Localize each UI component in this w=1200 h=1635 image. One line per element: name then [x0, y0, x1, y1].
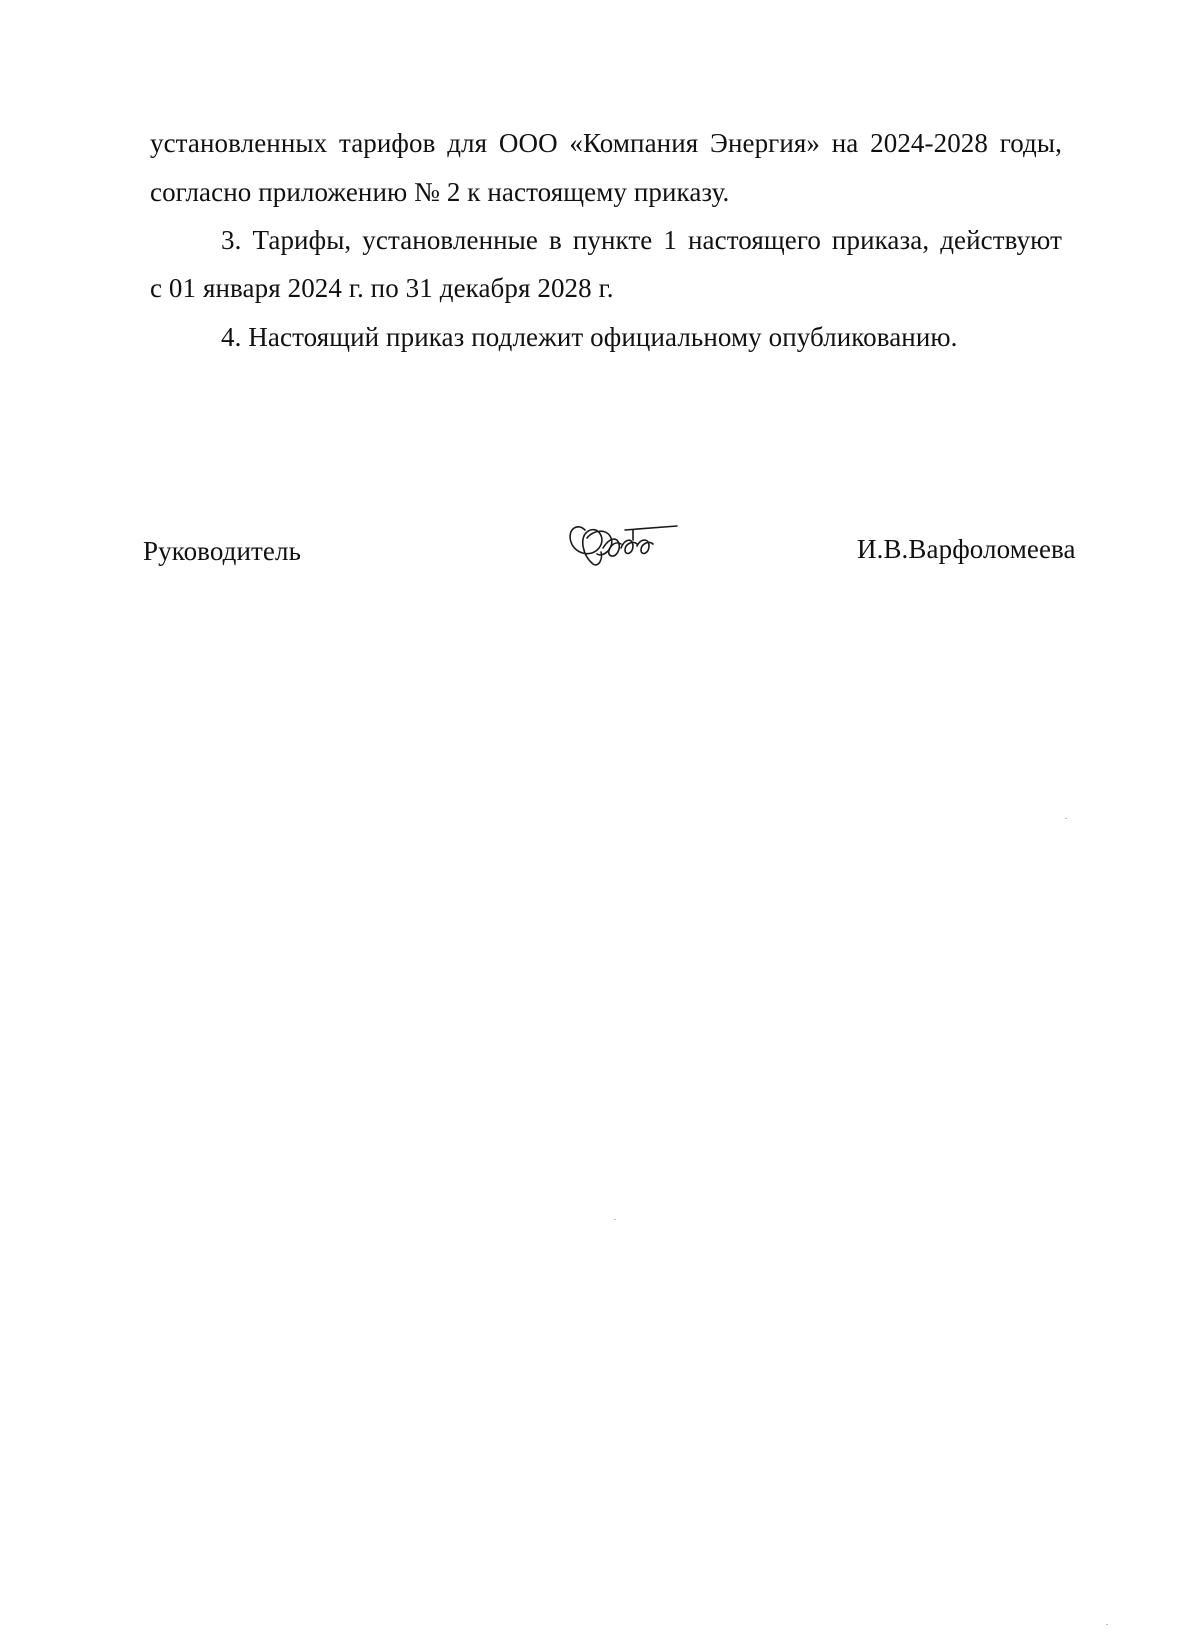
paragraph-2-line-2: согласно приложению № 2 к настоящему приказу.: [150, 177, 730, 207]
scan-speck: [1106, 1624, 1108, 1625]
scan-speck: [1065, 818, 1067, 819]
handwritten-signature: [563, 508, 681, 578]
paragraph-3-line-1: 3. Тарифы, установленные в пункте 1 настоящего приказа, действуют: [221, 225, 1062, 255]
scan-speck: [614, 1219, 616, 1220]
paragraph-4-line-1: 4. Настоящий приказ подлежит официальному опубликованию.: [221, 322, 958, 352]
paragraph-3-line-2: с 01 января 2024 г. по 31 декабря 2028 г.: [150, 273, 614, 303]
signatory-title: Руководитель: [143, 536, 302, 566]
paragraph-2-line-1: установленных тарифов для ООО «Компания Энергия» на 2024-2028 годы,: [150, 128, 1062, 158]
signatory-name: И.В.Варфоломеева: [857, 534, 1076, 564]
